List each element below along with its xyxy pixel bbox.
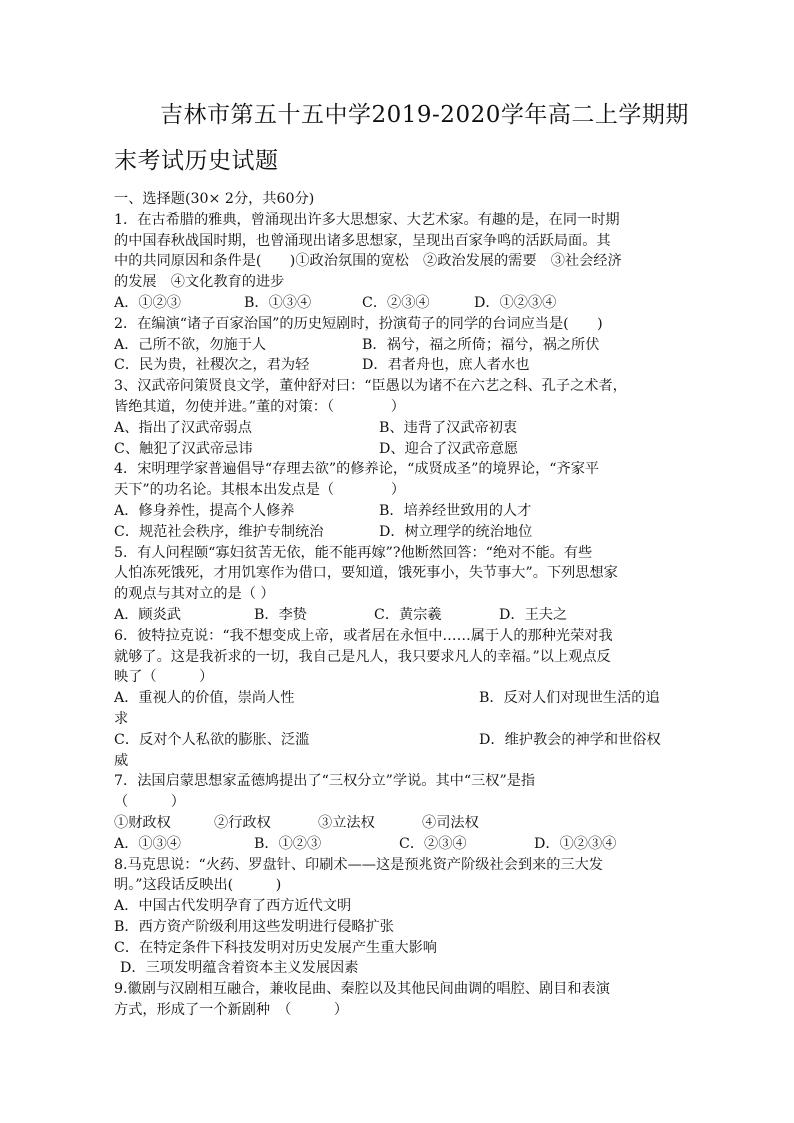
q1-line2: 的中国春秋战国时期，也曾涌现出诸多思想家，呈现出百家争鸣的活跃局面。其	[114, 232, 611, 249]
q1-option-c: C．②③④	[362, 294, 430, 311]
q8-line1: 8.马克思说：“火药、罗盘针、印刷术——这是预兆资产阶级社会到来的三大发	[114, 856, 603, 873]
q2-option-c: C．民为贵，社稷次之，君为轻	[114, 357, 310, 374]
q3-option-d: D、迎合了汉武帝意愿	[379, 440, 519, 457]
q4-option-b: B．培养经世致用的人才	[379, 502, 532, 519]
q7-item-3: ③立法权	[318, 814, 375, 831]
q5-line1: 5．有人问程颐“寡妇贫苦无依，能不能再嫁”?他断然回答：“绝对不能。有些	[114, 544, 593, 561]
q4-line1: 4．宋明理学家普遍倡导“存理去欲”的修养论，“成贤成圣”的境界论，“齐家平	[114, 461, 600, 478]
q6-option-d: D．维护教会的神学和世俗权	[479, 731, 661, 748]
q1-line3: 中的共同原因和条件是( )①政治氛围的宽松 ②政治发展的需要 ③社会经济	[114, 253, 622, 270]
q8-option-d: D．三项发明蕴含着资本主义发展因素	[120, 960, 359, 977]
q7-items	[114, 813, 684, 834]
q2-options-row2	[114, 355, 684, 376]
exam-content	[114, 189, 684, 1021]
q4-option-d: D．树立理学的统治地位	[379, 523, 533, 540]
q8-line2: 明。”这段话反映出( )	[114, 877, 282, 894]
q3-option-c: C、触犯了汉武帝忌讳	[114, 440, 253, 457]
q4-options-row1	[114, 501, 684, 522]
q5-option-a: A．顾炎武	[114, 606, 181, 623]
q7-item-4: ④司法权	[422, 814, 479, 831]
q6-line2: 就够了。这是我祈求的一切，我自己是凡人，我只要求凡人的幸福。”以上观点反	[114, 648, 611, 665]
q7-options	[114, 834, 684, 855]
q2-options-row1	[114, 335, 684, 356]
q1-options	[114, 293, 684, 314]
q5-options	[114, 605, 684, 626]
q7-line2: （ ）	[114, 794, 185, 811]
q4-options-row2	[114, 522, 684, 543]
q3-options-row2	[114, 439, 684, 460]
q2-line1: 2．在编演“诸子百家治国”的历史短剧时，扮演荀子的同学的台词应当是( )	[114, 315, 603, 332]
q6-option-c: C．反对个人私欲的膨胀、泛滥	[114, 731, 310, 748]
q3-options-row1	[114, 418, 684, 439]
q1-option-b: B．①③④	[244, 294, 312, 311]
q4-line2: 天下”的功名论。其根本出发点是（ ）	[114, 482, 406, 499]
q5-option-d: D．王夫之	[499, 606, 568, 623]
q1-option-a: A．①②③	[114, 294, 181, 311]
q8-option-a: A．中国古代发明孕育了西方近代文明	[114, 898, 352, 915]
exam-title-line1: 吉林市第五十五中学2019-2020学年高二上学期期	[160, 102, 689, 128]
q6-option-a: A．重视人的价值，崇尚人性	[114, 690, 295, 707]
q3-option-a: A、指出了汉武帝弱点	[114, 419, 252, 436]
q6-line1: 6．彼特拉克说：“我不想变成上帝，或者居在永恒中……属于人的那种光荣对我	[114, 627, 613, 644]
q5-line3: 的观点与其对立的是（ ）	[114, 586, 275, 603]
q9-line1: 9.徽剧与汉剧相互融合，兼收昆曲、秦腔以及其他民间曲调的唱腔、剧目和表演	[114, 981, 610, 998]
q7-item-2: ②行政权	[214, 814, 271, 831]
q2-option-d: D．君者舟也，庶人者水也	[362, 357, 530, 374]
q1-line4: 的发展 ④文化教育的进步	[114, 274, 285, 291]
q4-option-c: C．规范社会秩序，维护专制统治	[114, 523, 324, 540]
q6-line3: 映了（ ）	[114, 669, 214, 686]
q6-option-d-wrap: 威	[114, 752, 129, 769]
q8-option-c: C．在特定条件下科技发明对历史发展产生重大影响	[114, 939, 437, 956]
q2-option-a: A．己所不欲，勿施于人	[114, 336, 267, 353]
q5-line2: 人怕冻死饿死，才用饥寒作为借口，要知道，饿死事小，失节事大”。下列思想家	[114, 565, 618, 582]
q1-option-d: D．①②③④	[474, 294, 557, 311]
q6-option-b-wrap: 求	[114, 710, 129, 727]
q5-option-b: B．李贽	[254, 606, 307, 623]
q7-line1: 7．法国启蒙思想家孟德鸠提出了“三权分立”学说。其中“三权”是指	[114, 773, 536, 790]
q7-option-c: C．②③④	[399, 835, 467, 852]
q7-option-a: A．①③④	[114, 835, 181, 852]
q7-option-b: B．①②③	[254, 835, 322, 852]
q7-item-1: ①财政权	[114, 814, 171, 831]
q8-option-b: B．西方资产阶级利用这些发明进行侵略扩张	[114, 918, 394, 935]
q5-option-c: C．黄宗羲	[374, 606, 442, 623]
q4-option-a: A．修身养性，提高个人修养	[114, 502, 295, 519]
q6-option-b: B．反对人们对现世生活的追	[479, 690, 660, 707]
q3-line1: 3、汉武帝问策贤良文学，董仲舒对曰：“臣愚以为诸不在六艺之科、孔子之术者，	[114, 378, 627, 395]
exam-title-line2: 末考试历史试题	[114, 148, 279, 174]
q3-line2: 皆绝其道，勿使并进。”董的对策：（ ）	[114, 398, 405, 415]
q7-option-d: D．①②③④	[534, 835, 617, 852]
q9-line2: 方式，形成了一个新剧种 （ ）	[114, 1002, 349, 1019]
q6-options-row2	[114, 730, 684, 751]
q3-option-b: B、违背了汉武帝初衷	[379, 419, 518, 436]
q6-options-row1	[114, 688, 684, 709]
q2-option-b: B．祸兮，福之所倚；福兮，祸之所伏	[362, 336, 600, 353]
q1-line1: 1．在古希腊的雅典，曾涌现出许多大思想家、大艺术家。有趣的是，在同一时期	[114, 211, 620, 228]
section-heading: 一、选择题(30× 2分，共60分)	[114, 191, 315, 207]
